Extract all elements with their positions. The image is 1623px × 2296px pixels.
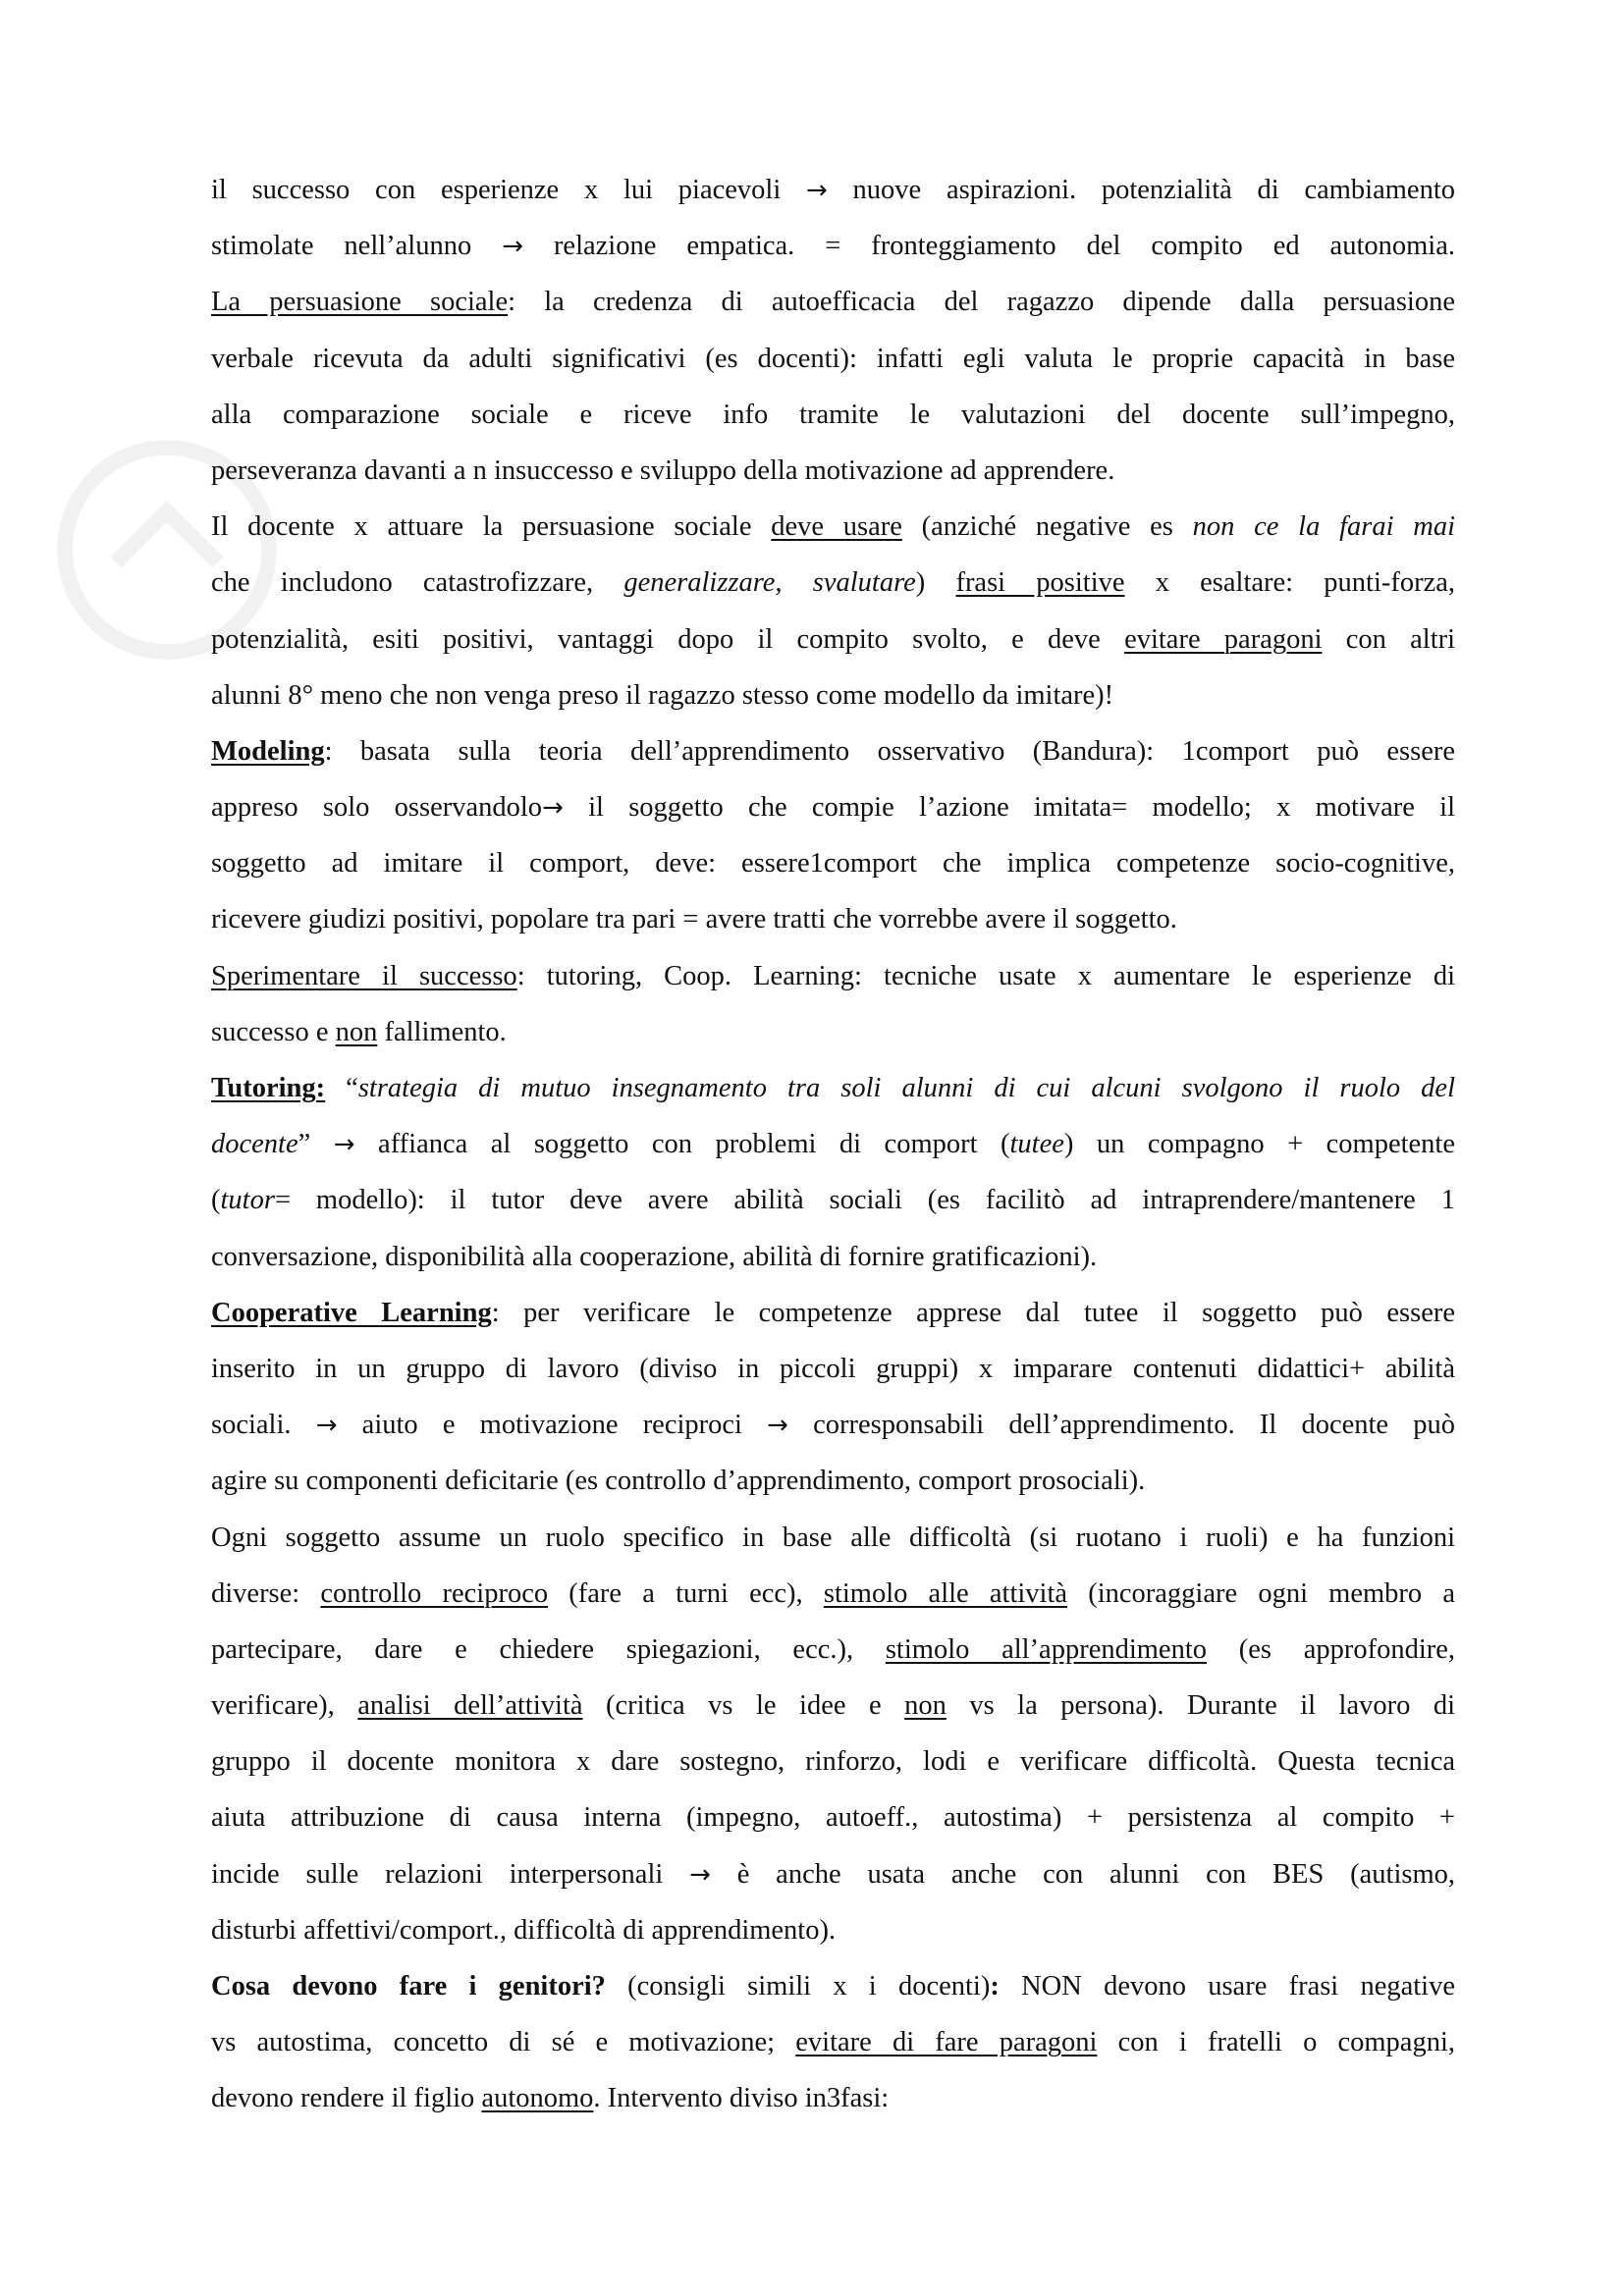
heading-cooperative-learning: Cooperative Learning xyxy=(211,1297,492,1328)
heading-genitori: Cosa devono fare i genitori? xyxy=(211,1971,606,2002)
text-line-2: stimolate nell’alunno → relazione empatica. = fronteggiamento del compito ed autonomia. xyxy=(211,231,1455,262)
text-line-26: diverse: controllo reciproco (fare a turni ecc), stimolo alle attività (incoraggiare ogni membro a xyxy=(211,1577,1455,1609)
arrow-right-icon: → xyxy=(689,1859,711,1890)
text-line-11: Modeling: basata sulla teoria dell’apprendimento osservativo (Bandura): 1comport può essere xyxy=(211,735,1455,767)
text-line-19: (tutor= modello): il tutor deve avere abilità sociali (es facilitò ad intraprendere/mantenere 1 xyxy=(211,1185,1455,1216)
text-line-1: il successo con esperienze x lui piacevoli → nuove aspirazioni. potenzialità di cambiamento xyxy=(211,175,1455,205)
text-line-5: alla comparazione sociale e riceve info tramite le valutazioni del docente sull’impegno, xyxy=(211,399,1455,430)
text-line-28: verificare), analisi dell’attività (critica vs le idee e non vs la persona). Durante il lavoro di xyxy=(211,1690,1455,1722)
heading-sperimentare-successo: Sperimentare il successo xyxy=(211,960,517,991)
heading-persuasione-sociale: La persuasione sociale xyxy=(211,287,509,318)
text-line-24: agire su componenti deficitarie (es controllo d’apprendimento, comport prosociali). xyxy=(211,1466,1146,1497)
text-line-15: Sperimentare il successo: tutoring, Coop. Learning: tecniche usate x aumentare le esperienze di xyxy=(211,960,1455,991)
text-line-35: devono rendere il figlio autonomo. Intervento diviso in3fasi: xyxy=(211,2083,890,2114)
text-line-3: La persuasione sociale: la credenza di autoefficacia del ragazzo dipende dalla persuasione xyxy=(211,287,1455,318)
text-line-9: potenzialità, esiti positivi, vantaggi dopo il compito svolto, e deve evitare paragoni con altri xyxy=(211,623,1455,655)
text-line-32: disturbi affettivi/comport., difficoltà di apprendimento). xyxy=(211,1914,837,1946)
arrow-right-icon: → xyxy=(333,1130,355,1160)
text-line-13: soggetto ad imitare il comport, deve: essere1comport che implica competenze socio-cognitive, xyxy=(211,848,1455,880)
arrow-right-icon: → xyxy=(767,1411,788,1441)
text-line-25: Ogni soggetto assume un ruolo specifico in base alle difficoltà (si ruotano i ruoli) e ha funzioni xyxy=(211,1522,1455,1553)
text-line-6: perseveranza davanti a n insuccesso e sviluppo della motivazione ad apprendere. xyxy=(211,454,1115,486)
text-line-34: vs autostima, concetto di sé e motivazione; evitare di fare paragoni con i fratelli o compagni, xyxy=(211,2027,1455,2058)
heading-tutoring: Tutoring: xyxy=(211,1073,326,1103)
text-line-33: Cosa devono fare i genitori? (consigli simili x i docenti): NON devono usare frasi negative xyxy=(211,1971,1455,2002)
arrow-right-icon: → xyxy=(315,1411,338,1441)
text-line-21: Cooperative Learning: per verificare le competenze apprese dal tutee il soggetto può essere xyxy=(211,1297,1455,1328)
heading-modeling: Modeling xyxy=(211,735,325,767)
text-line-22: inserito in un gruppo di lavoro (diviso in piccoli gruppi) x imparare contenuti didattici+ abilità xyxy=(211,1353,1455,1384)
text-line-14: ricevere giudizi positivi, popolare tra pari = avere tratti che vorrebbe avere il soggetto. xyxy=(211,904,1177,935)
arrow-right-icon: → xyxy=(542,793,564,824)
arrow-right-icon: → xyxy=(502,232,523,262)
text-line-12: appreso solo osservandolo→ il soggetto che compie l’azione imitata= modello; x motivare il xyxy=(211,792,1455,824)
text-line-27: partecipare, dare e chiedere spiegazioni, ecc.), stimolo all’apprendimento (es approfondire, xyxy=(211,1633,1455,1665)
text-line-18: docente” → affianca al soggetto con problemi di comport (tutee) un compagno + competente xyxy=(211,1129,1455,1160)
text-line-23: sociali. → aiuto e motivazione reciproci → corresponsabili dell’apprendimento. Il docente può xyxy=(211,1410,1455,1441)
arrow-right-icon: → xyxy=(806,176,828,205)
text-line-16: successo e non fallimento. xyxy=(211,1016,507,1047)
text-line-10: alunni 8° meno che non venga preso il ragazzo stesso come modello da imitare)! xyxy=(211,679,1114,711)
text-line-31: incide sulle relazioni interpersonali → è anche usata anche con alunni con BES (autismo, xyxy=(211,1858,1455,1890)
text-line-8: che includono catastrofizzare, generalizzare, svalutare) frasi positive x esaltare: punti-forza, xyxy=(211,567,1455,599)
text-line-30: aiuta attribuzione di causa interna (impegno, autoeff., autostima) + persistenza al compito + xyxy=(211,1802,1455,1834)
text-line-20: conversazione, disponibilità alla cooperazione, abilità di fornire gratificazioni). xyxy=(211,1241,1098,1272)
text-line-17: Tutoring: “strategia di mutuo insegnamento tra soli alunni di cui alcuni svolgono il ruolo del xyxy=(211,1073,1455,1103)
text-line-4: verbale ricevuta da adulti significativi (es docenti): infatti egli valuta le proprie capacità in base xyxy=(211,343,1455,374)
document-page xyxy=(211,162,1455,2127)
text-line-29: gruppo il docente monitora x dare sostegno, rinforzo, lodi e verificare difficoltà. Questa tecnica xyxy=(211,1746,1455,1778)
text-line-7: Il docente x attuare la persuasione sociale deve usare (anziché negative es non ce la farai mai xyxy=(211,511,1455,543)
